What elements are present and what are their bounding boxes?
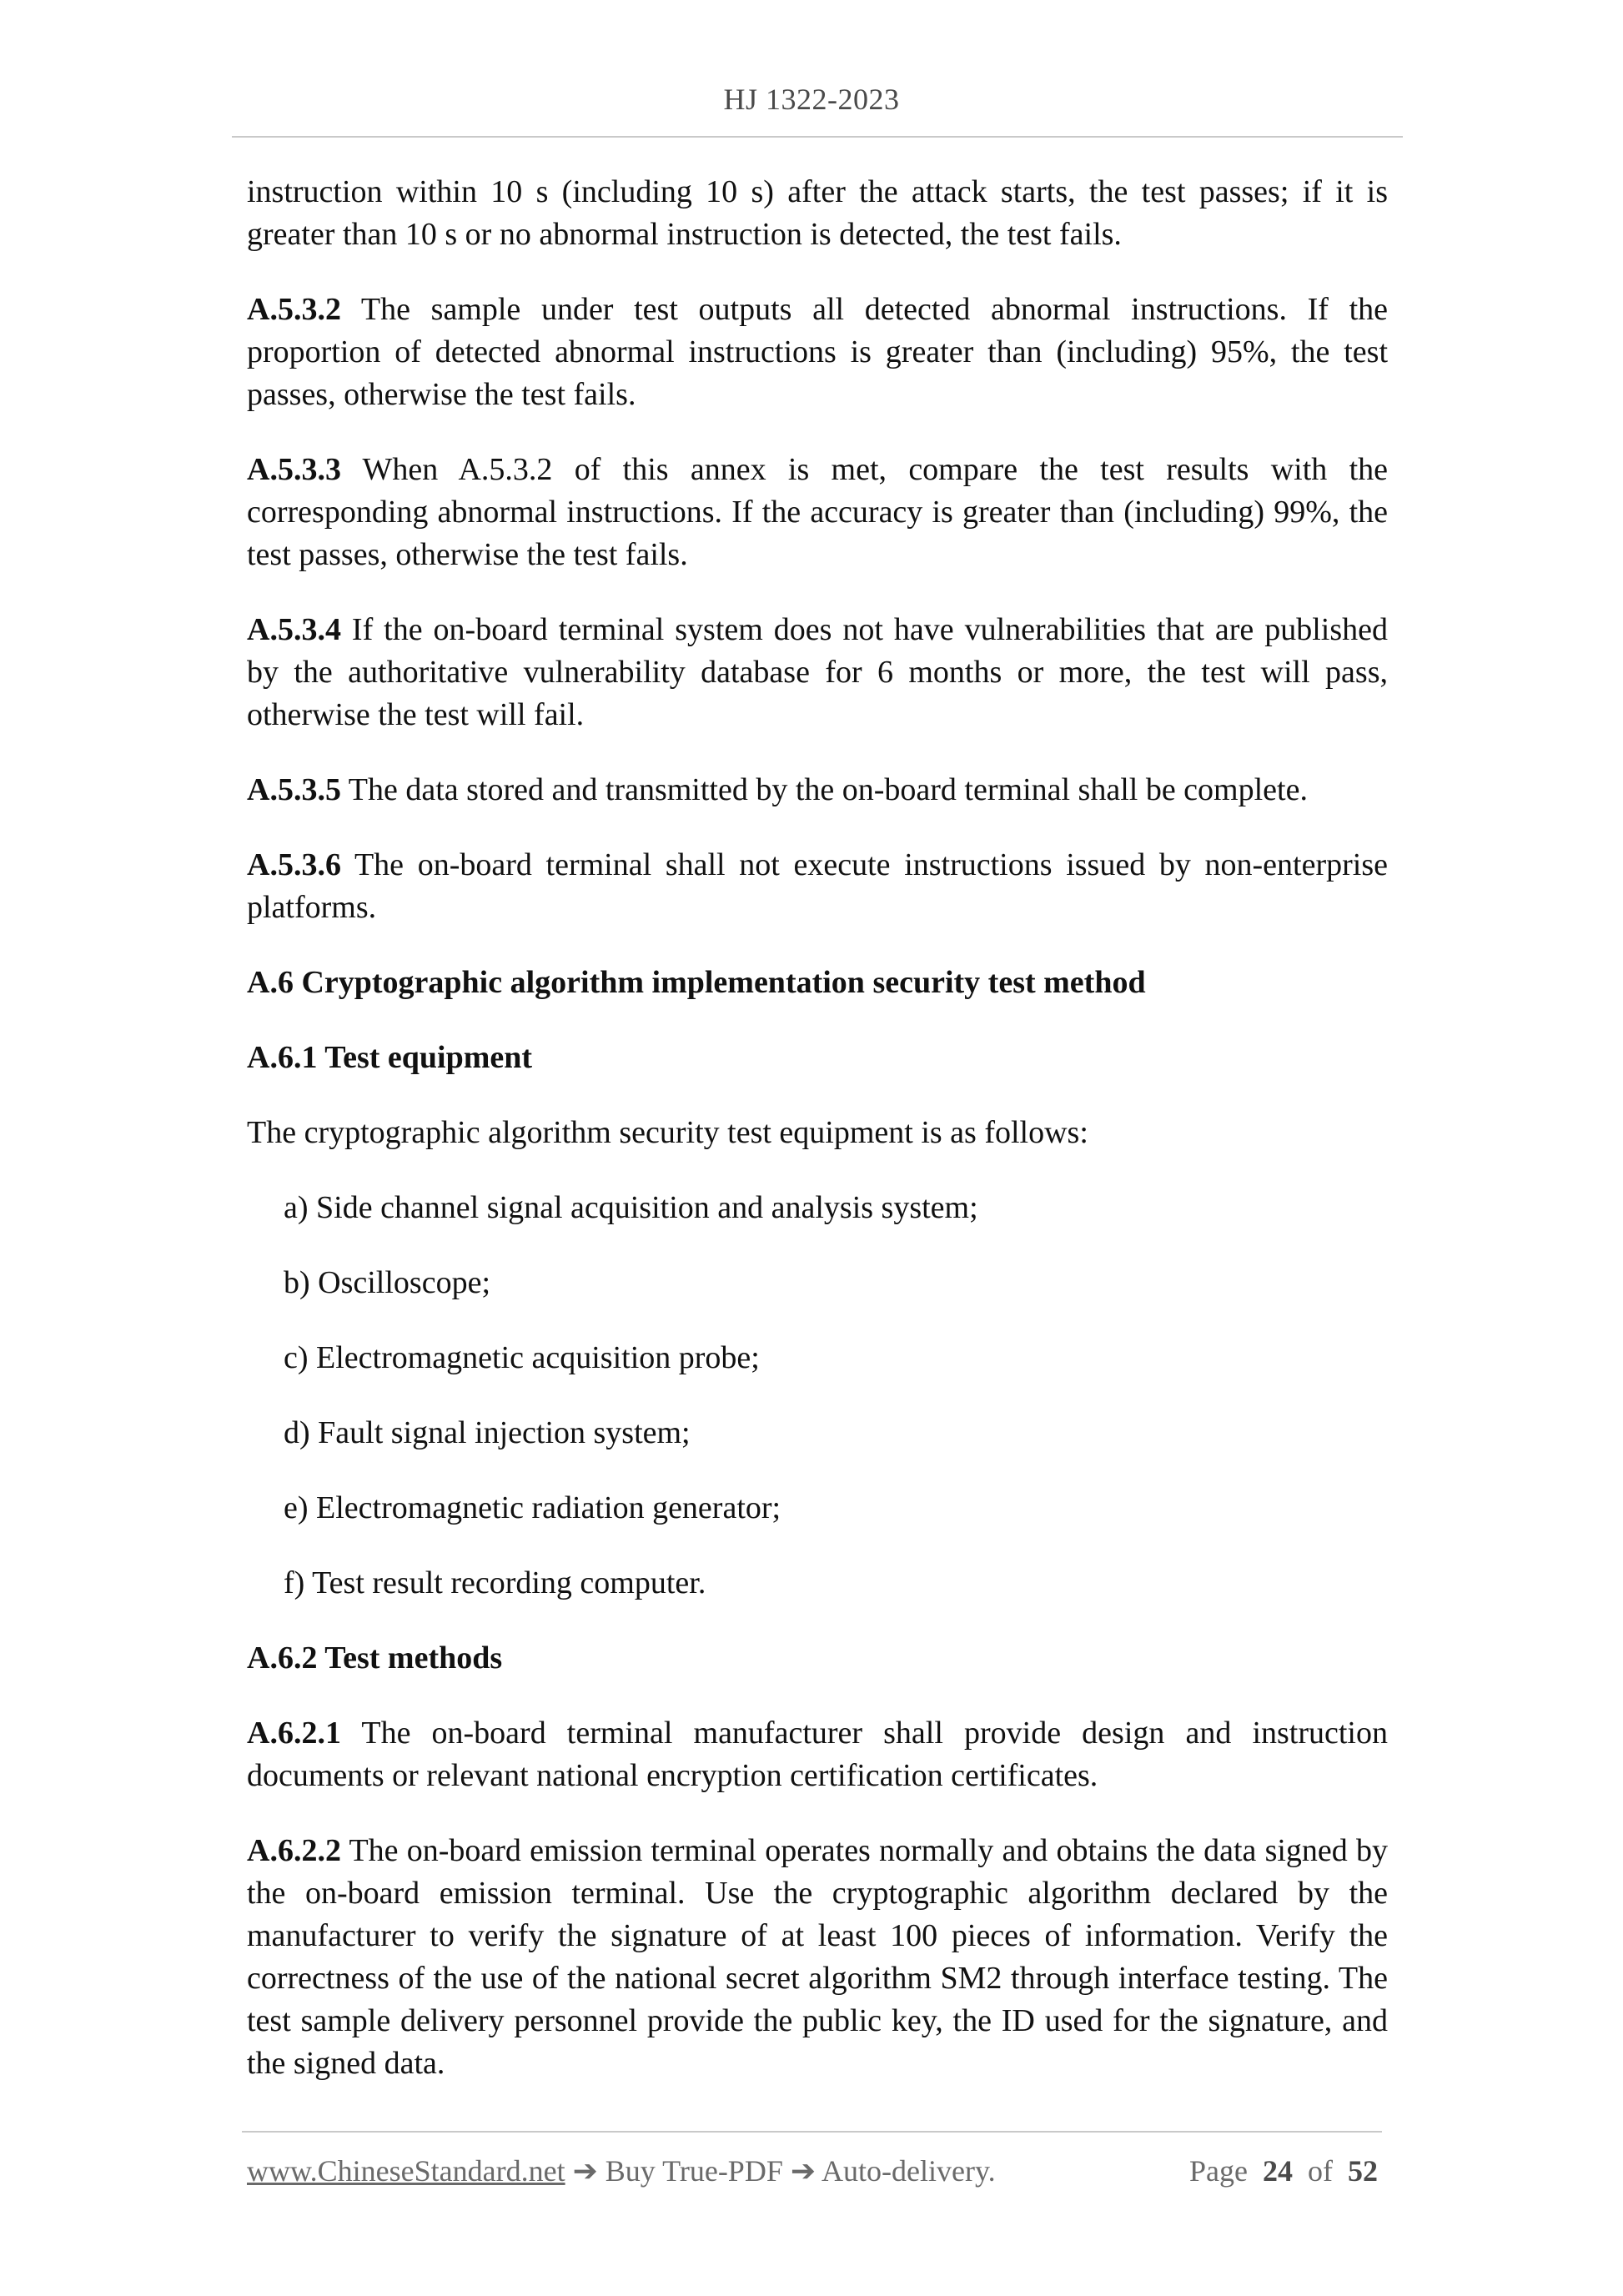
clause-number: A.5.3.3 bbox=[247, 452, 341, 487]
clause-text: The sample under test outputs all detected abnormal instructions. If the proportion of detected abnormal instructions is greater than (including) 95%, the test passes, otherwise the test fails. bbox=[247, 292, 1388, 412]
clause-text: When A.5.3.2 of this annex is met, compare the test results with the corresponding abnormal instructions. If the accuracy is greater than (including) 99%, the test passes, otherwise the test fails. bbox=[247, 452, 1388, 572]
clause-number: A.5.3.2 bbox=[247, 292, 341, 327]
equipment-intro: The cryptographic algorithm security test equipment is as follows: bbox=[247, 1115, 1088, 1150]
page-label: Page bbox=[1189, 2154, 1248, 2188]
list-item: c) Electromagnetic acquisition probe; bbox=[284, 1340, 760, 1375]
clause-number: A.5.3.4 bbox=[247, 612, 341, 647]
header-divider bbox=[232, 136, 1403, 138]
clause-a-5-3-3 bbox=[247, 449, 1388, 576]
page-header bbox=[0, 82, 1623, 117]
clause-text: The data stored and transmitted by the on-board terminal shall be complete. bbox=[340, 772, 1308, 807]
clause-number: A.6.2.1 bbox=[247, 1716, 341, 1751]
list-item: b) Oscilloscope; bbox=[284, 1265, 491, 1300]
of-label: of bbox=[1308, 2154, 1333, 2188]
list-item: e) Electromagnetic radiation generator; bbox=[284, 1490, 781, 1525]
clause-number: A.5.3.6 bbox=[247, 847, 341, 882]
clause-a-5-3-4 bbox=[247, 609, 1388, 736]
clause-number: A.5.3.5 bbox=[247, 772, 341, 807]
section-heading-a6: A.6 Cryptographic algorithm implementation security test method bbox=[247, 965, 1146, 1000]
current-page: 24 bbox=[1263, 2154, 1293, 2188]
clause-a-5-3-6 bbox=[247, 844, 1388, 929]
clause-text: The on-board emission terminal operates normally and obtains the data signed by the on-board emission terminal. Use the cryptographic algorithm declared by the manufacturer to verify the signature of at least 100 pieces of information. Verify the correctness of the use of the national secret algorithm SM2 through interface testing. The test sample delivery personnel provide the public key, the ID used for the signature, and the signed data. bbox=[247, 1833, 1388, 2081]
clause-text: The on-board terminal manufacturer shall provide design and instruction documents or relevant national encryption certification certificates. bbox=[247, 1716, 1388, 1793]
list-item: f) Test result recording computer. bbox=[284, 1565, 706, 1600]
clause-text: The on-board terminal shall not execute instructions issued by non-enterprise platforms. bbox=[247, 847, 1388, 925]
clause-number: A.6.2.2 bbox=[247, 1833, 341, 1868]
buy-pdf-text: Buy True-PDF bbox=[605, 2154, 783, 2188]
footer-promo bbox=[247, 2152, 996, 2190]
delivery-text: Auto-delivery. bbox=[822, 2154, 996, 2188]
clause-text: If the on-board terminal system does not have vulnerabilities that are published by the authoritative vulnerability database for 6 months or more, the test will pass, otherwise the test will fail. bbox=[247, 612, 1388, 732]
clause-a-6-2-1 bbox=[247, 1712, 1388, 1797]
list-item: a) Side channel signal acquisition and analysis system; bbox=[284, 1190, 978, 1225]
page-footer bbox=[247, 2152, 1378, 2190]
site-link[interactable]: www.ChineseStandard.net bbox=[247, 2154, 565, 2188]
footer-divider bbox=[242, 2131, 1382, 2133]
clause-a-5-3-2 bbox=[247, 289, 1388, 416]
list-item: d) Fault signal injection system; bbox=[284, 1415, 691, 1450]
paragraph-text: instruction within 10 s (including 10 s) after the attack starts, the test passes; if it is greater than 10 s or no abnormal instruction is detected, the test fails. bbox=[247, 174, 1388, 252]
section-heading-a6-2: A.6.2 Test methods bbox=[247, 1640, 503, 1676]
document-body bbox=[247, 171, 1388, 2118]
arrow-right-icon: ➔ bbox=[572, 2154, 598, 2188]
clause-a-5-3-5 bbox=[247, 769, 1388, 811]
standard-code: HJ 1322-2023 bbox=[723, 83, 900, 116]
arrow-right-icon: ➔ bbox=[790, 2154, 817, 2188]
total-pages: 52 bbox=[1348, 2154, 1378, 2188]
clause-a-6-2-2 bbox=[247, 1830, 1388, 2085]
page-number bbox=[1189, 2152, 1378, 2190]
section-heading-a6-1: A.6.1 Test equipment bbox=[247, 1040, 533, 1075]
paragraph-continuation bbox=[247, 171, 1388, 256]
